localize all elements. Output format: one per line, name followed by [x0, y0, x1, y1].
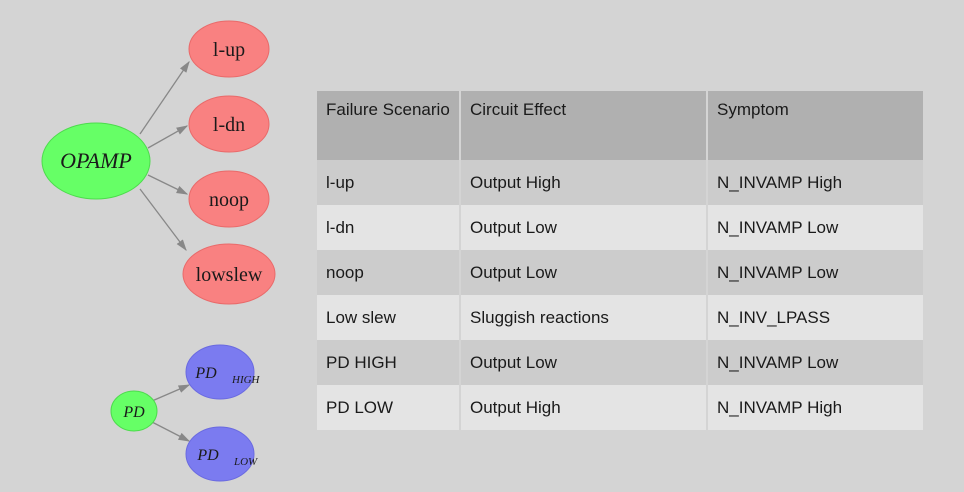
- table-row: [317, 160, 923, 205]
- cell-scenario: PD HIGH: [317, 340, 459, 385]
- node-l-up-label: l-up: [212, 39, 246, 61]
- cell-symptom: N_INVAMP High: [708, 385, 923, 430]
- node-pd-low-label: PD: [197, 447, 219, 464]
- node-opamp-label: OPAMP: [60, 148, 132, 173]
- table-row: [317, 385, 923, 430]
- edge-pd-pdlow: [152, 422, 189, 441]
- table: [315, 91, 925, 430]
- graph-edges: [140, 62, 189, 441]
- edge-opamp-lup: [140, 62, 189, 134]
- cell-scenario: l-up: [317, 160, 459, 205]
- node-lowslew-label: lowslew: [195, 264, 263, 286]
- edge-opamp-ldn: [148, 126, 187, 148]
- cell-symptom: N_INVAMP High: [708, 160, 923, 205]
- table-row: [317, 250, 923, 295]
- node-pd-low-subscript: LOW: [234, 456, 258, 468]
- edge-pd-pdhigh: [152, 385, 189, 401]
- cell-effect: Sluggish reactions: [461, 295, 706, 340]
- cell-symptom: N_INV_LPASS: [708, 295, 923, 340]
- node-pd-high[interactable]: [186, 345, 261, 399]
- node-l-dn[interactable]: [189, 96, 269, 152]
- node-pd-high-subscript: HIGH: [232, 374, 260, 386]
- cell-scenario: PD LOW: [317, 385, 459, 430]
- cell-symptom: N_INVAMP Low: [708, 205, 923, 250]
- cell-effect: Output Low: [461, 250, 706, 295]
- cell-effect: Output High: [461, 385, 706, 430]
- cell-scenario: l-dn: [317, 205, 459, 250]
- node-noop-label: noop: [209, 189, 249, 211]
- edge-opamp-noop: [148, 175, 187, 194]
- cell-symptom: N_INVAMP Low: [708, 250, 923, 295]
- table-row: [317, 295, 923, 340]
- failure-scenario-table: [315, 91, 921, 430]
- node-l-up[interactable]: [189, 21, 269, 77]
- cell-effect: Output High: [461, 160, 706, 205]
- column-header-symptom: Symptom: [708, 91, 923, 160]
- cell-scenario: noop: [317, 250, 459, 295]
- table-row: [317, 205, 923, 250]
- cell-symptom: N_INVAMP Low: [708, 340, 923, 385]
- edge-opamp-lowslew: [140, 189, 186, 250]
- node-pd-high-label: PD: [195, 365, 217, 382]
- node-opamp[interactable]: [42, 123, 150, 199]
- node-noop[interactable]: [189, 171, 269, 227]
- node-lowslew[interactable]: [183, 244, 275, 304]
- graph-nodes: [42, 21, 275, 481]
- node-pd-low[interactable]: [186, 427, 258, 481]
- table-header-row: [317, 91, 923, 160]
- cell-effect: Output Low: [461, 205, 706, 250]
- cell-effect: Output Low: [461, 340, 706, 385]
- node-pd[interactable]: [111, 391, 157, 431]
- table-row: [317, 340, 923, 385]
- column-header-circuit-effect: Circuit Effect: [461, 91, 706, 160]
- cell-scenario: Low slew: [317, 295, 459, 340]
- failure-mode-graph: [0, 0, 310, 492]
- node-pd-label: PD: [123, 404, 145, 421]
- node-l-dn-label: l-dn: [212, 114, 246, 136]
- column-header-failure-scenario: Failure Scenario: [317, 91, 459, 160]
